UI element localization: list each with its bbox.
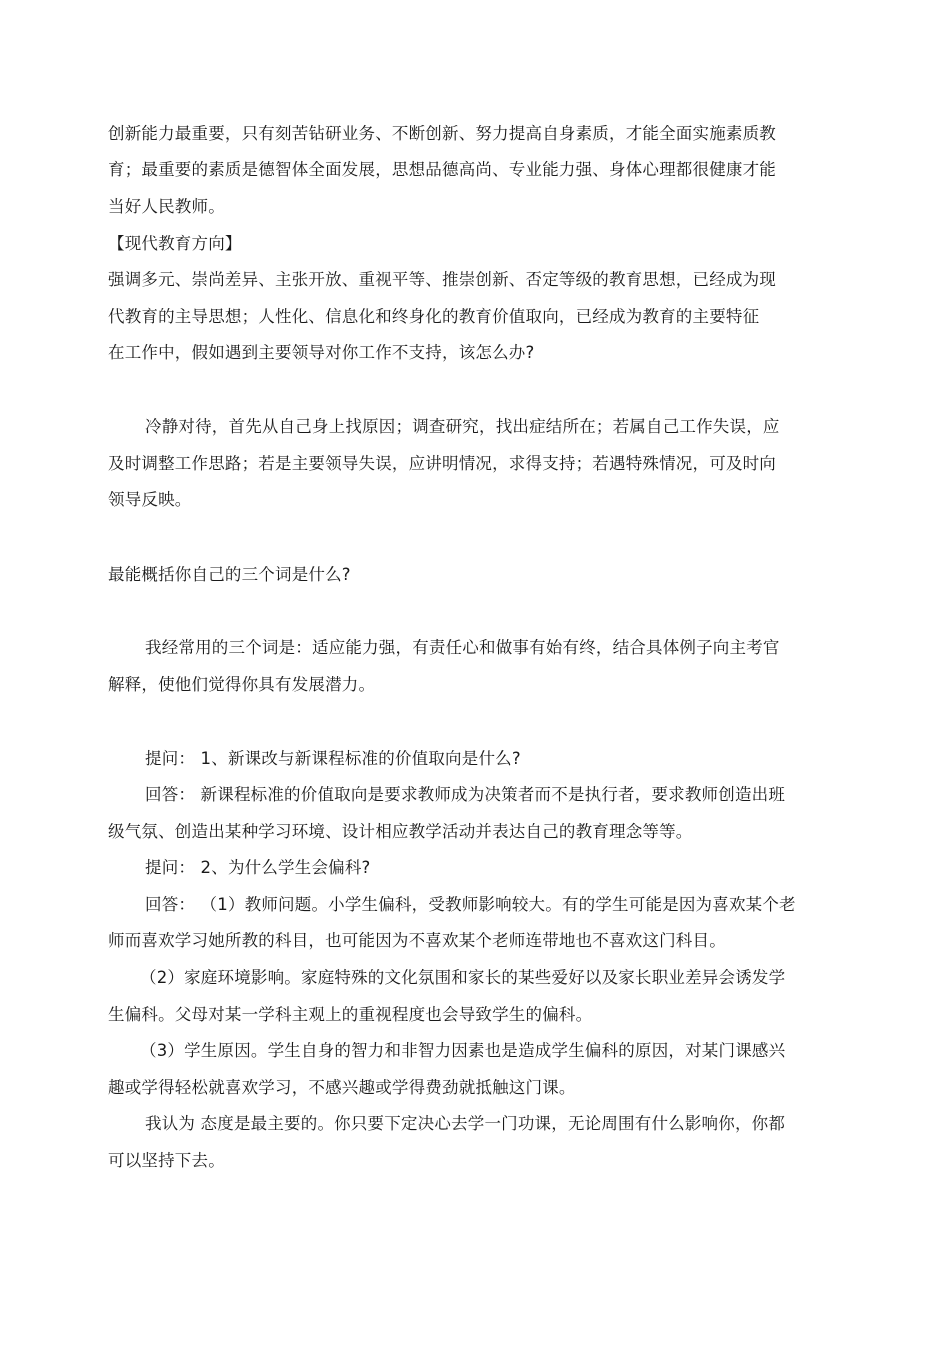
- answer-line: （3）学生原因。学生自身的智力和非智力因素也是造成学生偏科的原因，对某门课感兴: [140, 1041, 786, 1060]
- question-line: 提问： 2、为什么学生会偏科?: [145, 858, 371, 877]
- paragraph-line: 代教育的主导思想；人性化、信息化和终身化的教育价值取向，已经成为教育的主要特征: [108, 307, 760, 326]
- answer-line: 师而喜欢学习她所教的科目，也可能因为不喜欢某个老师连带地也不喜欢这门科目。: [108, 931, 726, 950]
- answer-line: （2）家庭环境影响。家庭特殊的文化氛围和家长的某些爱好以及家长职业差异会诱发学: [140, 968, 786, 987]
- answer-line: 可以坚持下去。: [108, 1151, 225, 1170]
- answer-line: 我认为 态度是最主要的。你只要下定决心去学一门功课，无论周围有什么影响你，你都: [145, 1114, 786, 1133]
- paragraph-line: 育；最重要的素质是德智体全面发展，思想品德高尚、专业能力强、身体心理都很健康才能: [108, 160, 776, 179]
- paragraph-line: 强调多元、崇尚差异、主张开放、重视平等、推崇创新、否定等级的教育思想，已经成为现: [108, 270, 776, 289]
- answer-line: 级气氛、创造出某种学习环境、设计相应教学活动并表达自己的教育理念等等。: [108, 822, 693, 841]
- answer-line: 解释，使他们觉得你具有发展潜力。: [108, 675, 376, 694]
- answer-line: 冷静对待，首先从自己身上找原因；调查研究，找出症结所在；若属自己工作失误，应: [145, 417, 780, 436]
- answer-line: 趣或学得轻松就喜欢学习，不感兴趣或学得费劲就抵触这门课。: [108, 1078, 576, 1097]
- section-heading: 【现代教育方向】: [108, 234, 242, 253]
- paragraph-line: 当好人民教师。: [108, 197, 225, 216]
- question-line: 最能概括你自己的三个词是什么?: [108, 565, 351, 584]
- question-line: 在工作中，假如遇到主要领导对你工作不支持，该怎么办?: [108, 343, 535, 362]
- answer-line: 领导反映。: [108, 490, 192, 509]
- paragraph-line: 创新能力最重要，只有刻苦钻研业务、不断创新、努力提高自身素质，才能全面实施素质教: [108, 124, 776, 143]
- question-line: 提问： 1、新课改与新课程标准的价值取向是什么?: [145, 749, 521, 768]
- answer-line: 生偏科。父母对某一学科主观上的重视程度也会导致学生的偏科。: [108, 1005, 593, 1024]
- answer-line: 回答： （1）教师问题。小学生偏科，受教师影响较大。有的学生可能是因为喜欢某个老: [145, 895, 796, 914]
- answer-line: 我经常用的三个词是：适应能力强，有责任心和做事有始有终，结合具体例子向主考官: [145, 638, 780, 657]
- answer-line: 回答： 新课程标准的价值取向是要求教师成为决策者而不是执行者，要求教师创造出班: [145, 785, 786, 804]
- answer-line: 及时调整工作思路；若是主要领导失误，应讲明情况，求得支持；若遇特殊情况，可及时向: [108, 454, 776, 473]
